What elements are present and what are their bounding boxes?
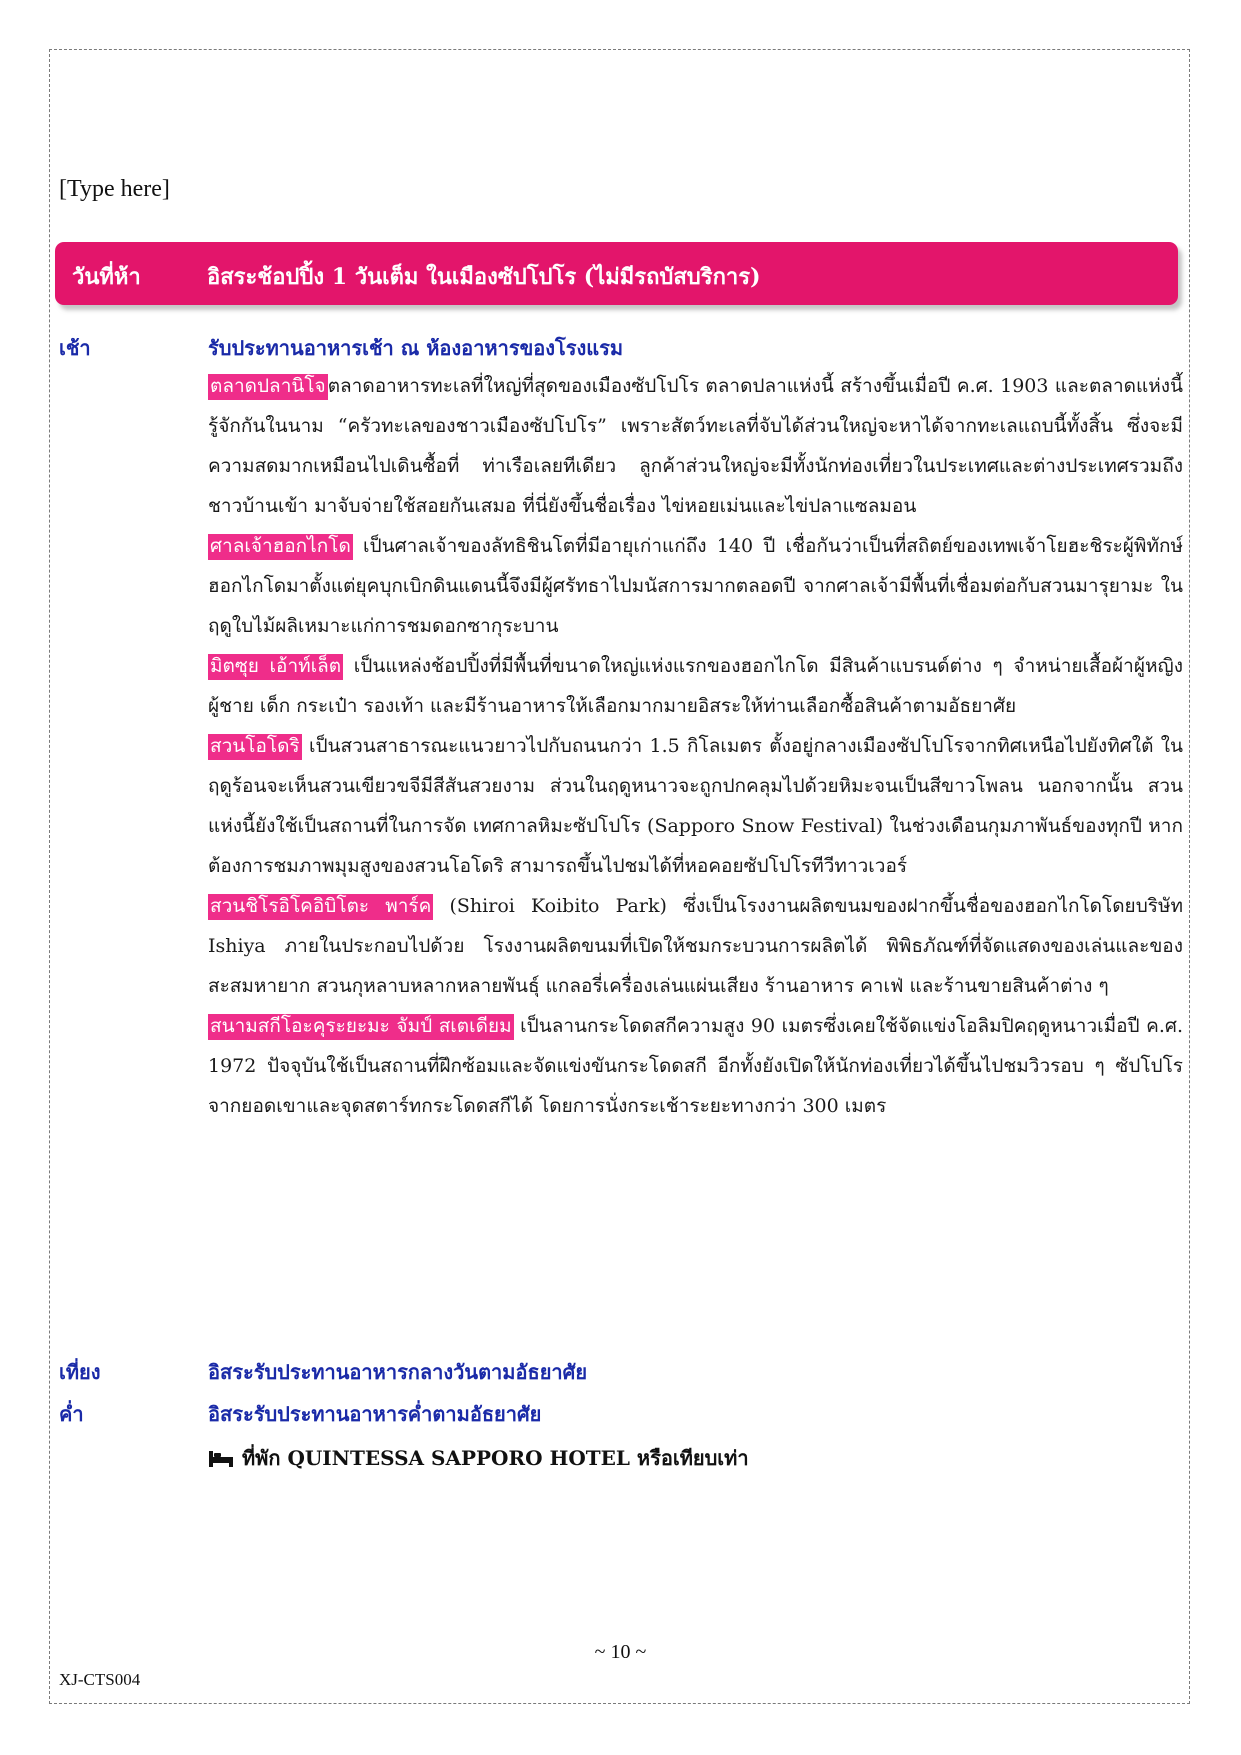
day-title: อิสระช้อปปิ้ง 1 วันเต็ม ในเมืองซัปโปโร (ไม่มีรถบัสบริการ) bbox=[207, 264, 761, 290]
lunch-text: อิสระรับประทานอาหารกลางวันตามอัธยาศัย bbox=[208, 1360, 588, 1384]
attraction-item bbox=[208, 526, 1183, 646]
attraction-item bbox=[208, 646, 1183, 726]
attraction-name: ศาลเจ้าฮอกไกโด bbox=[208, 534, 353, 560]
day-label: วันที่ห้า bbox=[72, 264, 141, 290]
page-number: ~ 10 ~ bbox=[594, 1641, 647, 1663]
bed-icon bbox=[208, 1449, 234, 1469]
header-placeholder: [Type here] bbox=[59, 176, 170, 202]
attractions-list bbox=[208, 366, 1183, 1126]
attraction-desc: เป็นสวนสาธารณะแนวยาวไปกับถนนกว่า 1.5 กิโลเมตร ตั้งอยู่กลางเมืองซัปโปโรจากทิศเหนือไปยังทิศใต้ ในฤดูร้อนจะเห็นสวนเขียวขจีมีสีสันสวยงาม ส่วนในฤดูหนาวจะถูกปกคลุมไปด้วยหิมะจนเป็นสีขาวโพลน นอกจากนั้น สวนแห่งนี้ยังใช้เป็นสถานที่ในการจัด เทศกาลหิมะซัปโปโร (Sapporo Snow Festival) ในช่วงเดือนกุมภาพันธ์ของทุกปี หากต้องการชมภาพมุมสูงของสวนโอโดริ สามารถขึ้นไปชมได้ที่หอคอยซัปโปโรทีวีทาวเวอร์ bbox=[208, 735, 1183, 877]
attraction-desc: ตลาดอาหารทะเลที่ใหญ่ที่สุดของเมืองซัปโปโร ตลาดปลาแห่งนี้ สร้างขึ้นเมื่อปี ค.ศ. 1903 และตลาดแห่งนี้รู้จักกันในนาม “ครัวทะเลของชาวเมืองซัปโปโร” เพราะสัตว์ทะเลที่จับได้ส่วนใหญ่จะหาได้จากทะเลแถบนี้ทั้งสิ้น ซึ่งจะมีความสดมากเหมือนไปเดินซื้อที่ ท่าเรือเลยทีเดียว ลูกค้าส่วนใหญ่จะมีทั้งนักท่องเที่ยวในประเทศและต่างประเทศรวมถึงชาวบ้านเข้า มาจับจ่ายใช้สอยกันเสมอ ที่นี่ยังขึ้นชื่อเรื่อง ไข่หอยเม่นและไข่ปลาแซลมอน bbox=[208, 375, 1183, 517]
attraction-desc: เป็นศาลเจ้าของลัทธิชินโตที่มีอายุเก่าแก่ถึง 140 ปี เชื่อกันว่าเป็นที่สถิตย์ของเทพเจ้าโยฮะชิระผู้พิทักษ์ฮอกไกโดมาตั้งแต่ยุคบุกเบิกดินแดนนี้จึงมีผู้ศรัทธาไปมนัสการมากตลอดปี จากศาลเจ้ามีพื้นที่เชื่อมต่อกับสวนมารุยามะ ในฤดูใบไม้ผลิเหมาะแก่การชมดอกซากุระบาน bbox=[208, 535, 1183, 637]
lunch-label: เที่ยง bbox=[59, 1360, 101, 1384]
breakfast-text: รับประทานอาหารเช้า ณ ห้องอาหารของโรงแรม bbox=[208, 336, 624, 360]
attraction-desc: (Shiroi Koibito Park) ซึ่งเป็นโรงงานผลิตขนมของฝากขึ้นชื่อของฮอกไกโดโดยบริษัท Ishiya ภายในประกอบไปด้วย โรงงานผลิตขนมที่เปิดให้ชมกระบวนการผลิตได้ พิพิธภัณฑ์ที่จัดแสดงของเล่นและของสะสมหายาก สวนกุหลาบหลากหลายพันธุ์ แกลอรี่เครื่องเล่นแผ่นเสียง ร้านอาหาร คาเฟ่ และร้านขายสินค้าต่าง ๆ bbox=[208, 895, 1184, 997]
day-banner bbox=[55, 242, 1178, 305]
attraction-item bbox=[208, 886, 1183, 1006]
hotel-text: ที่พัก QUINTESSA SAPPORO HOTEL หรือเทียบเท่า bbox=[242, 1446, 749, 1470]
attraction-name: สวนชิโรอิโคอิบิโตะ พาร์ค bbox=[208, 894, 433, 920]
attraction-item bbox=[208, 726, 1183, 886]
document-code: XJ-CTS004 bbox=[59, 1670, 141, 1689]
attraction-name: สนามสกีโอะคุระยะมะ จัมป์ สเตเดียม bbox=[208, 1014, 514, 1040]
attraction-name: ตลาดปลานิโจ bbox=[208, 374, 328, 400]
attraction-desc: เป็นแหล่งช้อปปิ้งที่มีพื้นที่ขนาดใหญ่แห่งแรกของฮอกไกโด มีสินค้าแบรนด์ต่าง ๆ จำหน่ายเสื้อผ้าผู้หญิง ผู้ชาย เด็ก กระเป๋า รองเท้า และมีร้านอาหารให้เลือกมากมายอิสระให้ท่านเลือกซื้อสินค้าตามอัธยาศัย bbox=[208, 655, 1183, 717]
attraction-name: สวนโอโดริ bbox=[208, 734, 302, 760]
attraction-item bbox=[208, 366, 1183, 526]
attraction-name: มิตซุย เอ้าท์เล็ต bbox=[208, 654, 343, 680]
dinner-label: ค่ำ bbox=[59, 1402, 84, 1426]
attraction-item bbox=[208, 1006, 1183, 1126]
breakfast-label: เช้า bbox=[59, 336, 91, 360]
hotel-line bbox=[208, 1442, 749, 1474]
dinner-text: อิสระรับประทานอาหารค่ำตามอัธยาศัย bbox=[208, 1402, 542, 1426]
attraction-desc: เป็นลานกระโดดสกีความสูง 90 เมตรซึ่งเคยใช้จัดแข่งโอลิมปิคฤดูหนาวเมื่อปี ค.ศ. 1972 ปัจจุบันใช้เป็นสถานที่ฝึกซ้อมและจัดแข่งขันกระโดดสกี อีกทั้งยังเปิดให้นักท่องเที่ยวได้ขึ้นไปชมวิวรอบ ๆ ซัปโปโรจากยอดเขาและจุดสตาร์ทกระโดดสกีได้ โดยการนั่งกระเช้าระยะทางกว่า 300 เมตร bbox=[208, 1015, 1183, 1117]
